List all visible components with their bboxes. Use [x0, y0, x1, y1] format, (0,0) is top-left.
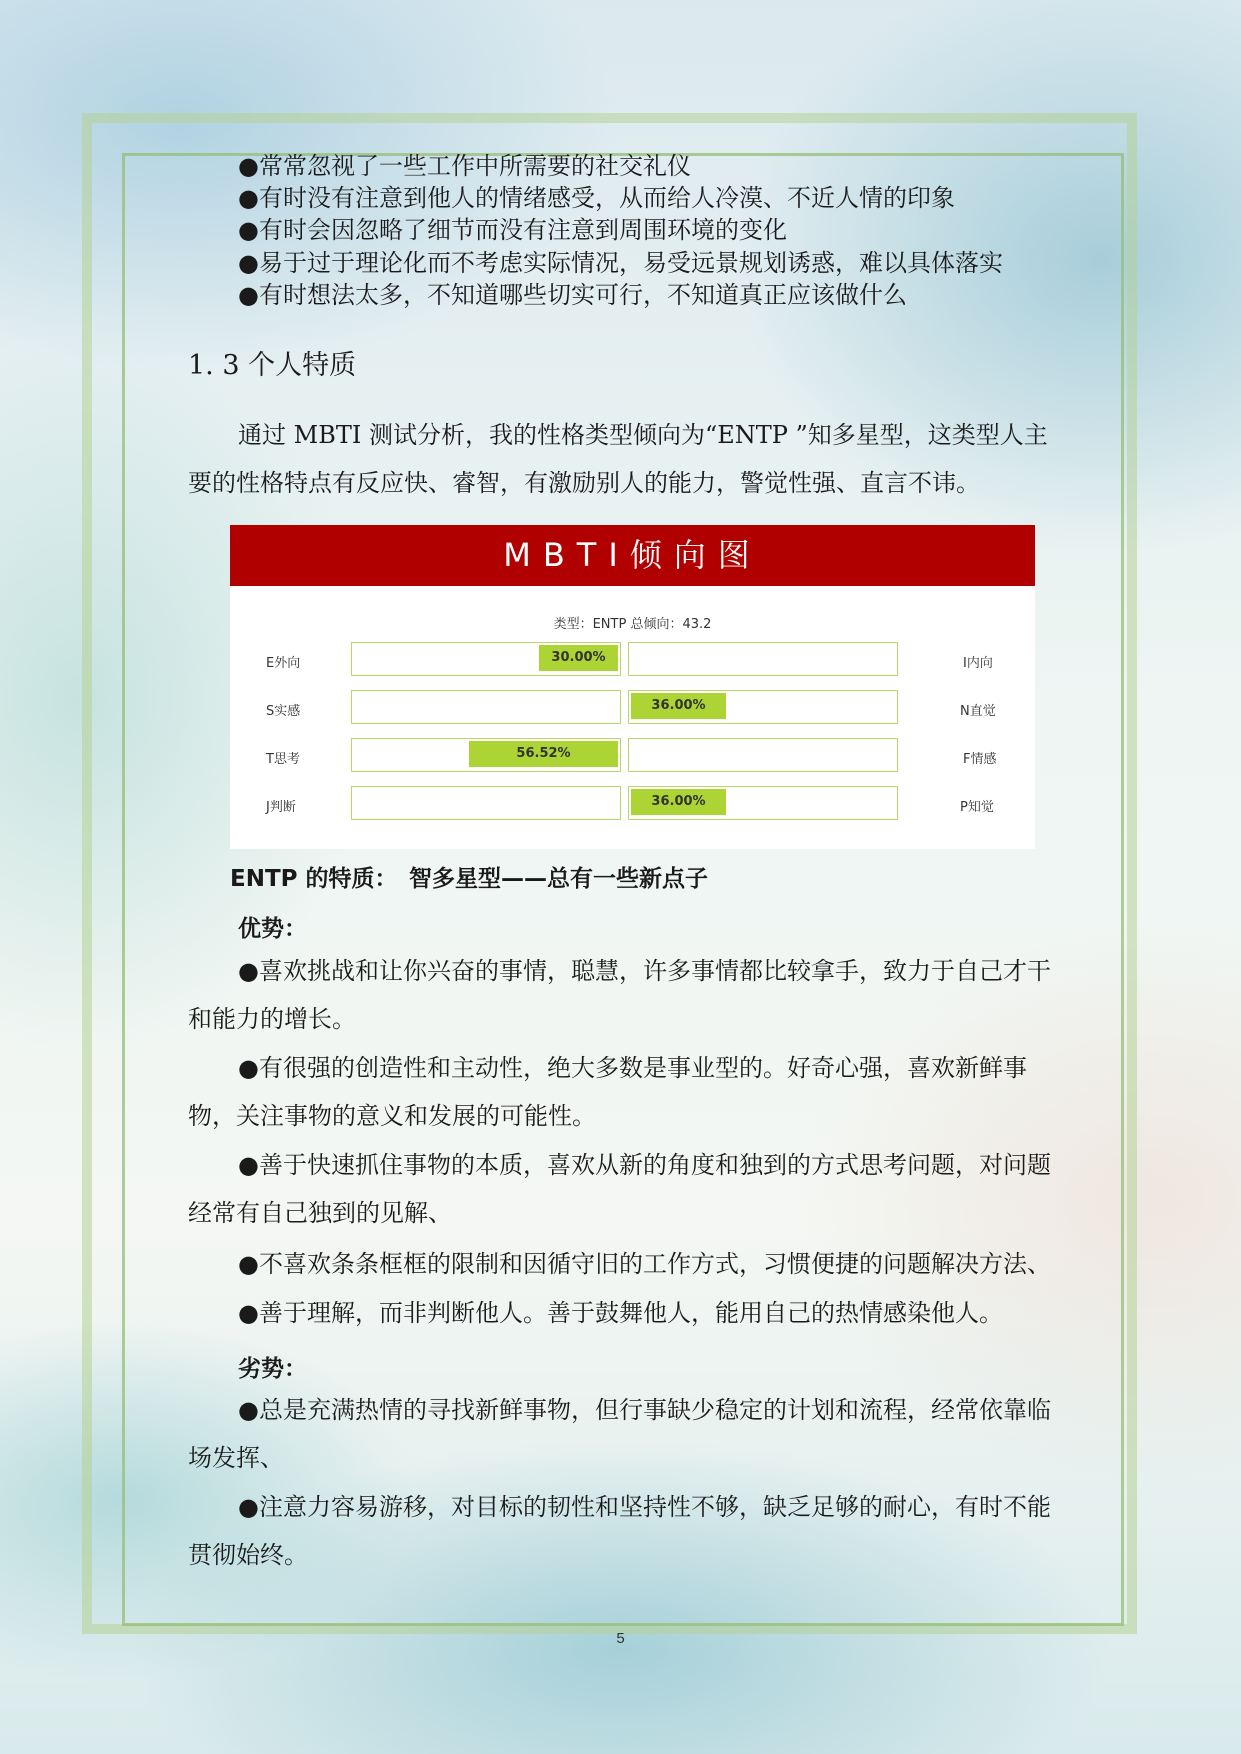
list-item: ●有时会因忽略了细节而没有注意到周围环境的变化 [238, 216, 787, 244]
mbti-row [230, 738, 1035, 774]
strength-item: ●善于快速抓住事物的本质，喜欢从新的角度和独到的方式思考问题，对问题经常有自己独到的见解、 [188, 1151, 1051, 1227]
list-item: ●有时没有注意到他人的情绪感受，从而给人冷漠、不近人情的印象 [238, 184, 955, 212]
mbti-left-label: T思考 [266, 752, 300, 767]
strength-item: ●不喜欢条条框框的限制和因循守旧的工作方式，习惯便捷的问题解决方法、 [238, 1250, 1051, 1278]
mbti-right-label: I内向 [963, 656, 993, 671]
strengths-label: 优势： [238, 916, 307, 942]
mbti-left-label: J判断 [266, 800, 296, 815]
mbti-left-track [351, 786, 621, 820]
mbti-bar-fill: 30.00% [539, 645, 618, 671]
mbti-bar-fill: 36.00% [631, 693, 726, 719]
mbti-left-track [351, 690, 621, 724]
mbti-right-track [628, 738, 898, 772]
list-item: ●常常忽视了一些工作中所需要的社交礼仪 [238, 152, 691, 180]
mbti-left-label: E外向 [266, 656, 301, 671]
mbti-left-label: S实感 [266, 704, 301, 719]
mbti-right-label: P知觉 [960, 800, 994, 815]
mbti-bar-fill: 36.00% [631, 789, 726, 815]
mbti-right-track [628, 642, 898, 676]
weaknesses-label: 劣势： [238, 1356, 307, 1382]
mbti-chart-subtitle: 类型：ENTP 总倾向：43.2 [553, 617, 712, 632]
strength-item: ●有很强的创造性和主动性，绝大多数是事业型的。好奇心强，喜欢新鲜事物，关注事物的意义和发展的可能性。 [188, 1054, 1027, 1130]
entp-trait-title: ENTP 的特质： 智多星型——总有一些新点子 [230, 866, 709, 892]
mbti-right-label: N直觉 [960, 704, 996, 719]
strength-item: ●喜欢挑战和让你兴奋的事情，聪慧，许多事情都比较拿手，致力于自己才干和能力的增长。 [188, 957, 1051, 1033]
mbti-chart-title: MBTI倾向图 [230, 525, 1035, 586]
mbti-row [230, 690, 1035, 726]
section-heading: 1. 3 个人特质 [188, 350, 357, 381]
list-item: ●有时想法太多，不知道哪些切实可行，不知道真正应该做什么 [238, 281, 907, 309]
list-item: ●易于过于理论化而不考虑实际情况，易受远景规划诱惑，难以具体落实 [238, 249, 1003, 277]
strength-item: ●善于理解，而非判断他人。善于鼓舞他人，能用自己的热情感染他人。 [238, 1299, 1003, 1327]
mbti-row [230, 786, 1035, 822]
mbti-row [230, 642, 1035, 678]
mbti-bar-fill: 56.52% [469, 741, 618, 767]
mbti-chart [230, 525, 1035, 849]
weakness-item: ●注意力容易游移，对目标的韧性和坚持性不够，缺乏足够的耐心，有时不能贯彻始终。 [188, 1493, 1051, 1569]
intro-paragraph: 通过 MBTI 测试分析，我的性格类型倾向为“ENTP ”知多星型，这类型人主要的性格特点有反应快、睿智，有激励别人的能力，警觉性强、直言不讳。 [188, 421, 1048, 497]
mbti-right-label: F情感 [963, 752, 997, 767]
page-number: 5 [616, 1630, 625, 1647]
weakness-item: ●总是充满热情的寻找新鲜事物，但行事缺少稳定的计划和流程，经常依靠临场发挥、 [188, 1396, 1051, 1472]
